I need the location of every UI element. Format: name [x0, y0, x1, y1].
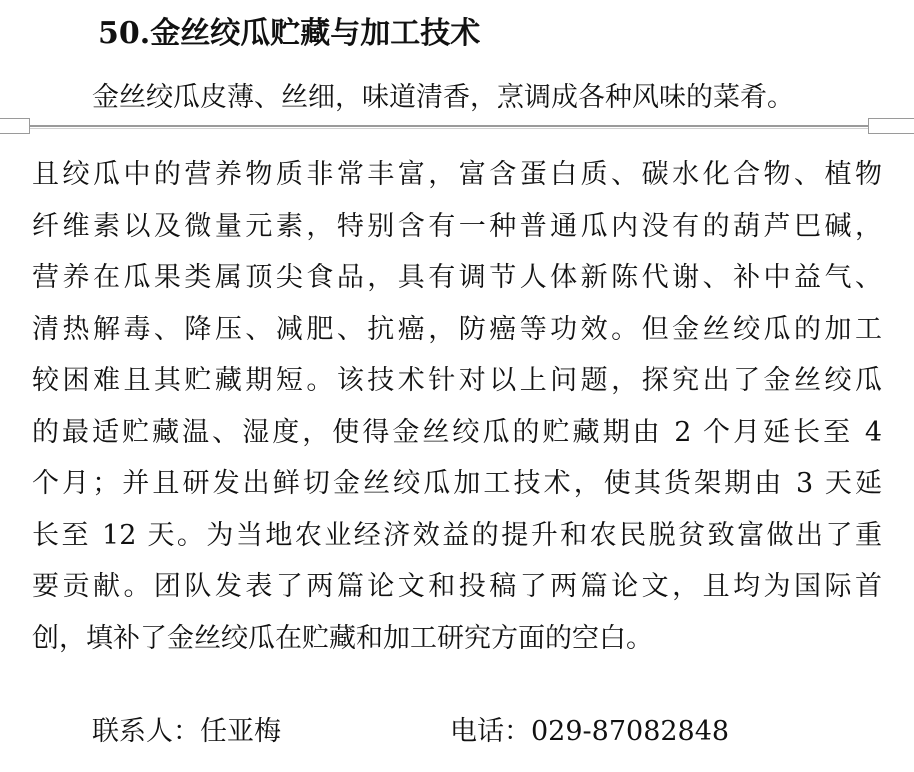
body-line: 营养在瓜果类属顶尖食品，具有调节人体新陈代谢、补中益气、 [32, 262, 882, 293]
body-line: 纤维素以及微量元素，特别含有一种普通瓜内没有的葫芦巴碱， [32, 210, 882, 242]
body-line: 长至 12 天。为当地农业经济效益的提升和农民脱贫致富做出了重 [32, 519, 882, 551]
page-break-divider [0, 114, 914, 140]
body-line: 创，填补了金丝绞瓜在贮藏和加工研究方面的空白。 [32, 622, 653, 654]
body-line: 较困难且其贮藏期短。该技术针对以上问题，探究出了金丝绞瓜 [32, 365, 882, 396]
page-corner-right [868, 118, 914, 134]
contact-phone: 电话：029-87082848 [450, 716, 730, 747]
body-line: 个月；并且研发出鲜切金丝绞瓜加工技术，使其货架期由 3 天延 [32, 468, 882, 499]
body-line: 且绞瓜中的营养物质非常丰富，富含蛋白质、碳水化合物、植物 [32, 159, 882, 190]
intro-paragraph-line: 金丝绞瓜皮薄、丝细，味道清香，烹调成各种风味的菜肴。 [92, 82, 794, 113]
contact-person: 联系人：任亚梅 [92, 716, 281, 747]
page-break-rule-shadow [30, 128, 868, 129]
body-line: 要贡献。团队发表了两篇论文和投稿了两篇论文，且均为国际首 [32, 571, 882, 602]
body-line: 的最适贮藏温、湿度，使得金丝绞瓜的贮藏期由 2 个月延长至 4 [32, 416, 882, 448]
body-line: 清热解毒、降压、减肥、抗癌，防癌等功效。但金丝绞瓜的加工 [32, 313, 882, 345]
page-title: 50.金丝绞瓜贮藏与加工技术 [98, 16, 481, 51]
page-corner-left [0, 118, 30, 134]
body-paragraph [32, 149, 882, 664]
page-break-rule [30, 125, 868, 127]
